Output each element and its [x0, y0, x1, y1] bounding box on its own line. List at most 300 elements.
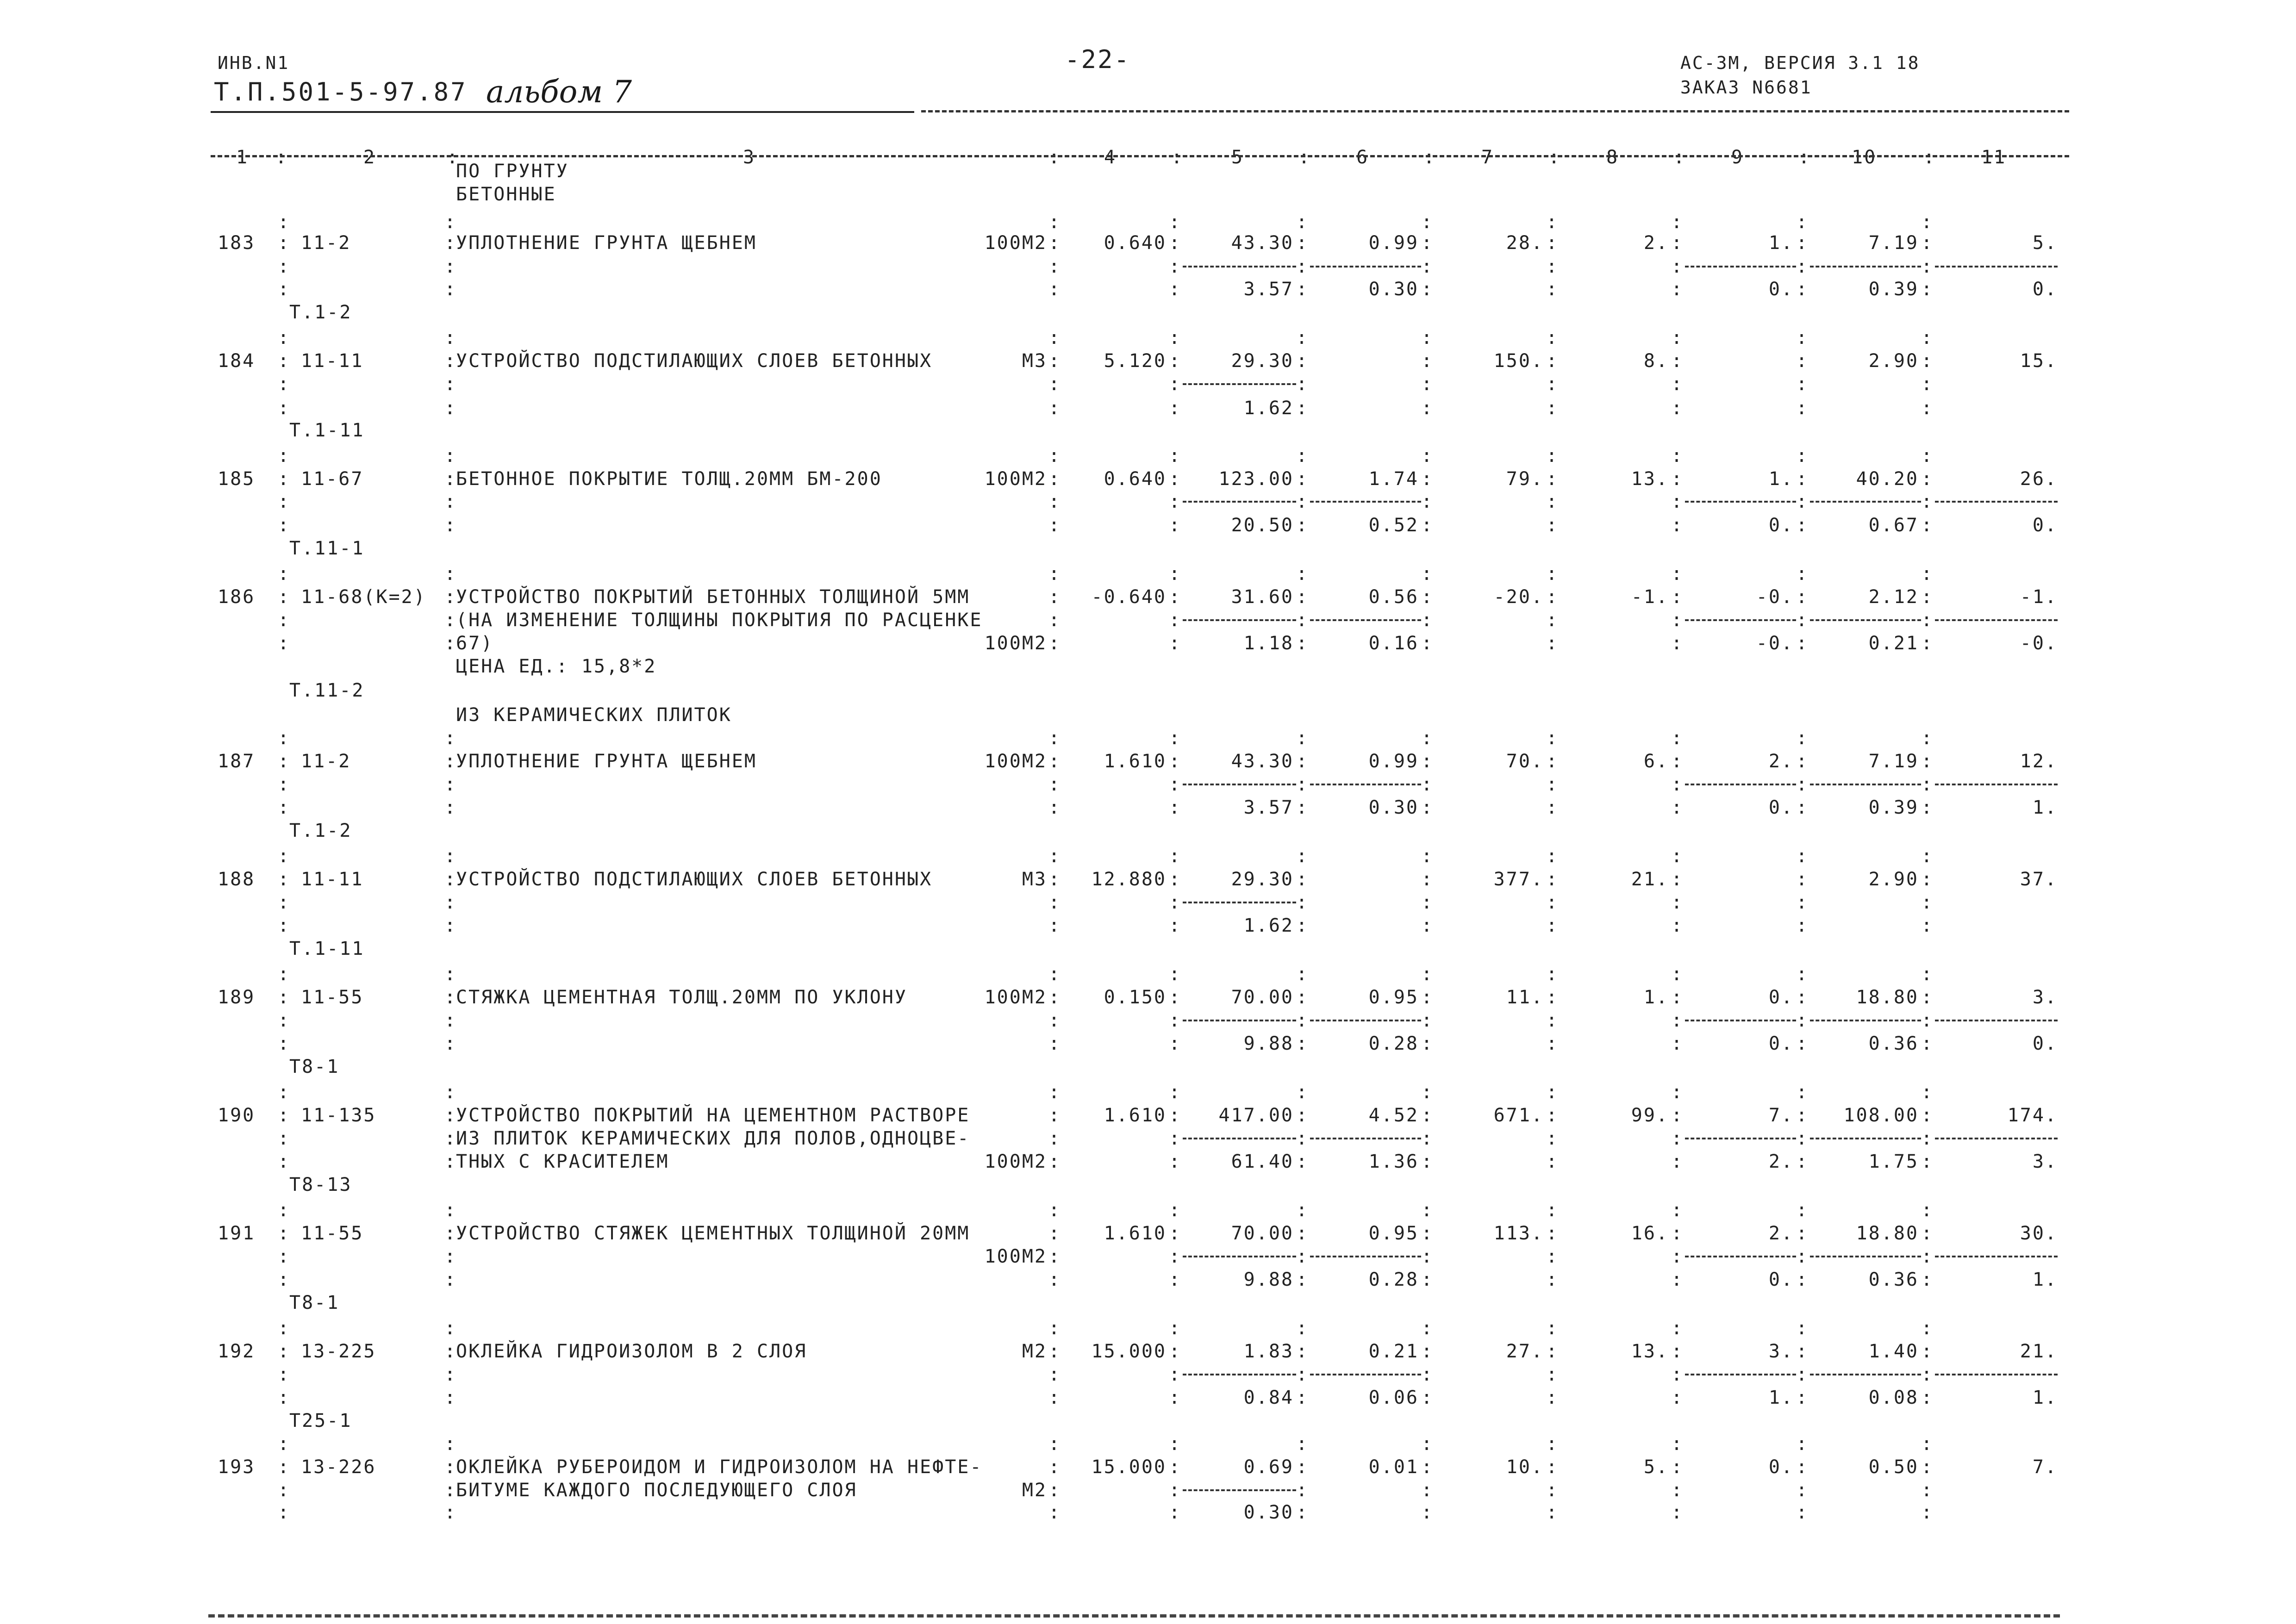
- labor-total: 26.: [2020, 468, 2058, 490]
- column-separator: :: [1671, 1082, 1684, 1103]
- column-separator: :: [1921, 1223, 1934, 1244]
- column-separator: :: [1048, 1105, 1061, 1126]
- column-separator: :: [1796, 1082, 1809, 1103]
- column-separator: :: [1048, 1269, 1061, 1290]
- column-separator: :: [1671, 515, 1684, 536]
- column-separator: :: [1671, 774, 1684, 795]
- column-separator: :: [1796, 1033, 1809, 1054]
- column-separator: :: [444, 212, 457, 233]
- labor-total: 12.: [2020, 751, 2058, 772]
- column-separator: :: [444, 1318, 457, 1339]
- machine-wages-unit: 0.28: [1368, 1033, 1419, 1054]
- column-separator: :: [444, 279, 457, 300]
- column-separator: :: [1796, 1200, 1809, 1221]
- column-separator: :: [1546, 212, 1559, 233]
- column-separator: :: [1796, 256, 1809, 277]
- col-head-11: 11: [1981, 147, 2007, 168]
- column-separator: :: [1421, 1318, 1434, 1339]
- unit: 100М2: [984, 987, 1047, 1008]
- column-separator: :: [444, 563, 457, 585]
- column-separator: :: [1546, 1082, 1559, 1103]
- column-separator: :: [1546, 1223, 1559, 1244]
- column-separator: :: [1796, 586, 1809, 608]
- column-separator: :: [278, 279, 291, 300]
- column-separator: :: [1546, 892, 1559, 913]
- column-separator: :: [1921, 515, 1934, 536]
- column-separator: :: [1169, 1151, 1182, 1172]
- cell-divider: [1810, 266, 1921, 268]
- row-number: 186: [218, 586, 256, 608]
- quantity: 5.120: [1104, 350, 1167, 372]
- column-separator: :: [278, 468, 291, 490]
- cell-divider: [1685, 619, 1796, 621]
- column-separator: :: [1671, 1318, 1684, 1339]
- wages-total: 2.: [1643, 232, 1669, 254]
- column-separator: :: [1921, 869, 1934, 890]
- cell-divider: [1810, 1020, 1921, 1021]
- column-separator: :: [1921, 987, 1934, 1008]
- machine-cost: 0.21: [1368, 1341, 1419, 1362]
- column-separator: :: [1796, 491, 1809, 512]
- column-separator: :: [444, 964, 457, 985]
- cell-divider: [1310, 1374, 1421, 1375]
- column-separator: :: [1921, 1318, 1934, 1339]
- column-separator: :: [1296, 491, 1309, 512]
- column-separator: :: [1169, 1318, 1182, 1339]
- column-separator: :: [278, 1010, 291, 1031]
- total-cost: -20.: [1493, 586, 1544, 608]
- machine-total: 2.: [1768, 1223, 1794, 1244]
- column-separator: :: [1169, 212, 1182, 233]
- column-separator: :: [1421, 327, 1434, 348]
- column-separator: :: [1169, 586, 1182, 608]
- price-code: 11-67: [301, 468, 364, 490]
- col-head-10: 10: [1852, 147, 1877, 168]
- column-separator: :: [278, 774, 291, 795]
- column-separator: :: [1296, 515, 1309, 536]
- cell-divider: [1310, 1138, 1421, 1139]
- column-separator: :: [1671, 327, 1684, 348]
- wages-total: 13.: [1631, 1341, 1669, 1362]
- column-separator: :: [1169, 1105, 1182, 1126]
- machine-wages-total: 0.: [1768, 515, 1794, 536]
- column-separator: :: [1546, 774, 1559, 795]
- column-separator: :: [1421, 1246, 1434, 1267]
- machine-wages-total: 0.: [1768, 279, 1794, 300]
- column-separator: :: [1921, 1269, 1934, 1290]
- column-separator: :: [1546, 327, 1559, 348]
- column-separator: :: [1796, 1433, 1809, 1455]
- column-separator: :: [1421, 846, 1434, 867]
- section-heading: ИЗ КЕРАМИЧЕСКИХ ПЛИТОК: [456, 704, 732, 726]
- labor-unit: 7.19: [1868, 232, 1919, 254]
- cell-divider: [1810, 619, 1921, 621]
- column-separator: :: [278, 1246, 291, 1267]
- column-separator: :: [1296, 1200, 1309, 1221]
- column-separator: :: [1296, 1456, 1309, 1478]
- column-separator: :: [1048, 491, 1061, 512]
- column-separator: :: [1796, 279, 1809, 300]
- column-separator: :: [1671, 728, 1684, 749]
- column-separator: :: [1671, 491, 1684, 512]
- unit: 100М2: [984, 468, 1047, 490]
- column-separator: :: [1921, 1010, 1934, 1031]
- work-description: УСТРОЙСТВО ПОКРЫТИЙ НА ЦЕМЕНТНОМ РАСТВОРЕ: [456, 1105, 970, 1126]
- price-code: 11-55: [301, 987, 364, 1008]
- column-separator: :: [1048, 327, 1061, 348]
- column-separator: :: [1796, 987, 1809, 1008]
- unit-cost: 0.69: [1243, 1456, 1294, 1478]
- column-separator: :: [1048, 1318, 1061, 1339]
- column-separator: :: [444, 797, 457, 818]
- column-separator: :: [1296, 445, 1309, 467]
- column-separator: :: [1796, 1128, 1809, 1149]
- column-separator: :: [1796, 1480, 1809, 1501]
- quantity: 0.640: [1104, 468, 1167, 490]
- cell-divider: [1183, 266, 1296, 268]
- wages-total: 5.: [1643, 1456, 1669, 1478]
- work-description: СТЯЖКА ЦЕМЕНТНАЯ ТОЛЩ.20ММ ПО УКЛОНУ: [456, 987, 907, 1008]
- column-separator: :: [278, 1341, 291, 1362]
- quantity: 0.640: [1104, 232, 1167, 254]
- cell-divider: [1685, 501, 1796, 503]
- column-separator: :: [1048, 1502, 1061, 1523]
- column-separator: :: [1169, 797, 1182, 818]
- column-separator: :: [1796, 1223, 1809, 1244]
- column-separator: :: [1048, 212, 1061, 233]
- column-separator: :: [1546, 515, 1559, 536]
- program-version: АС-3М, ВЕРСИЯ 3.1 18: [1680, 53, 1920, 73]
- wages-unit: 61.40: [1231, 1151, 1294, 1172]
- column-separator: :: [1546, 869, 1559, 890]
- machine-wages-unit: 0.30: [1368, 797, 1419, 818]
- column-separator: :: [1048, 728, 1061, 749]
- quantity: 1.610: [1104, 1105, 1167, 1126]
- column-separator: :: [1921, 1105, 1934, 1126]
- column-separator: :: [1048, 869, 1061, 890]
- cell-divider: [1310, 1256, 1421, 1257]
- cell-divider: [1685, 266, 1796, 268]
- column-separator: :: [278, 256, 291, 277]
- cell-divider: [1183, 1020, 1296, 1021]
- total-cost: 79.: [1506, 468, 1544, 490]
- wages-total: 21.: [1631, 869, 1669, 890]
- column-separator: :: [1296, 1010, 1309, 1031]
- column-separator: :: [1671, 1387, 1684, 1408]
- column-separator: :: [1796, 797, 1809, 818]
- column-separator: :: [278, 1433, 291, 1455]
- price-code: 11-2: [301, 232, 351, 254]
- column-separator: :: [1048, 373, 1061, 395]
- column-separator: :: [1796, 1105, 1809, 1126]
- column-separator: :: [1671, 398, 1684, 419]
- work-description: УСТРОЙСТВО СТЯЖЕК ЦЕМЕНТНЫХ ТОЛЩИНОЙ 20ММ: [456, 1223, 970, 1244]
- column-separator: :: [1671, 256, 1684, 277]
- row-number: 183: [218, 232, 256, 254]
- column-separator: :: [444, 1269, 457, 1290]
- column-separator: :: [278, 1200, 291, 1221]
- work-description: БЕТОННОЕ ПОКРЫТИЕ ТОЛЩ.20ММ БМ-200: [456, 468, 882, 490]
- column-separator: :: [1421, 964, 1434, 985]
- machine-cost: 0.95: [1368, 987, 1419, 1008]
- column-separator: :: [1921, 373, 1934, 395]
- column-separator: :: [1546, 256, 1559, 277]
- column-separator: :: [444, 468, 457, 490]
- column-separator: :: [1421, 1387, 1434, 1408]
- labor-machine-total: 0.: [2032, 279, 2058, 300]
- row-number: 193: [218, 1456, 256, 1478]
- cell-divider: [1935, 1138, 2058, 1139]
- column-separator: :: [1796, 774, 1809, 795]
- column-separator: :: [1796, 232, 1809, 254]
- column-separator: :: [444, 232, 457, 254]
- column-separator: :: [1169, 279, 1182, 300]
- column-separator: :: [1048, 1387, 1061, 1408]
- column-separator: :: [1921, 256, 1934, 277]
- column-separator: :: [1296, 987, 1309, 1008]
- column-separator: :: [1546, 797, 1559, 818]
- labor-machine-unit: 0.39: [1868, 797, 1919, 818]
- row-number: 189: [218, 987, 256, 1008]
- labor-unit: 1.40: [1868, 1341, 1919, 1362]
- column-separator: :: [278, 1364, 291, 1385]
- machine-cost: 0.99: [1368, 232, 1419, 254]
- column-separator: :: [1421, 751, 1434, 772]
- column-separator: :: [1169, 633, 1182, 654]
- column-separator: :: [444, 1128, 457, 1149]
- column-separator: :: [1421, 373, 1434, 395]
- wages-total: 99.: [1631, 1105, 1669, 1126]
- labor-machine-unit: 0.36: [1868, 1269, 1919, 1290]
- column-separator: :: [1421, 1151, 1434, 1172]
- order-number: ЗАКАЗ N6681: [1680, 77, 1812, 98]
- column-separator: :: [1671, 350, 1684, 372]
- column-separator: :: [1296, 327, 1309, 348]
- column-separator: :: [1048, 610, 1061, 631]
- header-bottom-rule: [211, 155, 2069, 157]
- column-separator: :: [1048, 1364, 1061, 1385]
- column-separator: :: [278, 1105, 291, 1126]
- column-separator: :: [1048, 987, 1061, 1008]
- col-head-7: 7: [1481, 147, 1494, 168]
- column-separator: :: [1671, 1200, 1684, 1221]
- wages-unit: 1.62: [1243, 398, 1294, 419]
- column-separator: :: [444, 491, 457, 512]
- column-separator: :: [1048, 279, 1061, 300]
- column-separator: :: [1169, 846, 1182, 867]
- labor-machine-total: 1.: [2032, 797, 2058, 818]
- labor-machine-unit: 0.67: [1868, 515, 1919, 536]
- unit: М2: [1022, 1480, 1047, 1501]
- wages-total: -1.: [1631, 586, 1669, 608]
- project-underline: [211, 111, 914, 113]
- quantity: 0.150: [1104, 987, 1167, 1008]
- column-separator: :: [1546, 751, 1559, 772]
- price-code: 13-226: [301, 1456, 376, 1478]
- column-separator: :: [444, 774, 457, 795]
- column-separator: :: [1296, 1387, 1309, 1408]
- column-separator: :: [1169, 1010, 1182, 1031]
- wages-unit: 0.30: [1243, 1502, 1294, 1523]
- column-separator: :: [1546, 1010, 1559, 1031]
- norm-reference: Т.1-11: [289, 938, 365, 959]
- column-separator: :: [1671, 1502, 1684, 1523]
- cell-divider: [1810, 1374, 1921, 1375]
- column-separator: :: [1921, 1456, 1934, 1478]
- price-code: 11-135: [301, 1105, 376, 1126]
- column-separator: :: [1671, 373, 1684, 395]
- unit: 100М2: [984, 1246, 1047, 1267]
- column-separator: :: [1921, 633, 1934, 654]
- column-separator: :: [1921, 279, 1934, 300]
- column-separator: :: [1796, 1318, 1809, 1339]
- wages-total: 6.: [1643, 751, 1669, 772]
- column-separator: :: [1048, 1223, 1061, 1244]
- column-separator: :: [278, 964, 291, 985]
- column-separator: :: [278, 915, 291, 936]
- column-separator: :: [1546, 610, 1559, 631]
- column-separator: :: [444, 1387, 457, 1408]
- work-description-cont: ИЗ ПЛИТОК КЕРАМИЧЕСКИХ ДЛЯ ПОЛОВ,ОДНОЦВЕ-: [456, 1128, 970, 1149]
- section-heading: ЦЕНА ЕД.: 15,8*2: [456, 656, 657, 677]
- column-separator: :: [1421, 869, 1434, 890]
- cell-divider: [1935, 784, 2058, 785]
- column-separator: :: [444, 987, 457, 1008]
- quantity: 12.880: [1091, 869, 1167, 890]
- column-separator: :: [278, 586, 291, 608]
- work-description: УСТРОЙСТВО ПОДСТИЛАЮЩИХ СЛОЕВ БЕТОННЫХ: [456, 869, 933, 890]
- column-separator: :: [444, 350, 457, 372]
- column-separator: :: [444, 915, 457, 936]
- cell-divider: [1310, 784, 1421, 785]
- column-separator: :: [1421, 256, 1434, 277]
- column-separator: :: [1169, 563, 1182, 585]
- column-separator: :: [1296, 1128, 1309, 1149]
- labor-machine-total: 3.: [2032, 1151, 2058, 1172]
- wages-total: 16.: [1631, 1223, 1669, 1244]
- work-description: УПЛОТНЕНИЕ ГРУНТА ЩЕБНЕМ: [456, 232, 757, 254]
- unit-cost: 123.00: [1218, 468, 1294, 490]
- column-separator: :: [1671, 846, 1684, 867]
- column-separator: :: [1169, 350, 1182, 372]
- column-separator: :: [1048, 350, 1061, 372]
- norm-reference: Т8-1: [289, 1056, 340, 1077]
- column-separator: :: [444, 633, 457, 654]
- column-separator: :: [444, 1246, 457, 1267]
- section-heading: ПО ГРУНТУ: [456, 161, 569, 182]
- column-separator: :: [1048, 751, 1061, 772]
- machine-total: 2.: [1768, 751, 1794, 772]
- column-separator: :: [1921, 1341, 1934, 1362]
- column-separator: :: [1921, 728, 1934, 749]
- column-separator: :: [1048, 515, 1061, 536]
- column-separator: :: [1048, 468, 1061, 490]
- cell-divider: [1183, 1138, 1296, 1139]
- labor-total: 37.: [2020, 869, 2058, 890]
- column-separator: :: [1546, 491, 1559, 512]
- column-separator: :: [1921, 892, 1934, 913]
- column-separator: :: [1169, 1456, 1182, 1478]
- norm-reference: Т8-1: [289, 1292, 340, 1313]
- column-separator: :: [278, 892, 291, 913]
- labor-machine-unit: 0.39: [1868, 279, 1919, 300]
- column-separator: :: [1296, 1082, 1309, 1103]
- column-separator: :: [1546, 1033, 1559, 1054]
- price-code: 11-2: [301, 751, 351, 772]
- column-separator: :: [1546, 1128, 1559, 1149]
- column-separator: :: [1546, 350, 1559, 372]
- column-separator: :: [1169, 728, 1182, 749]
- column-separator: :: [1671, 279, 1684, 300]
- column-separator: :: [1421, 987, 1434, 1008]
- column-separator: :: [1671, 1010, 1684, 1031]
- column-separator: :: [1921, 327, 1934, 348]
- col-head-8: 8: [1606, 147, 1619, 168]
- column-separator: :: [278, 445, 291, 467]
- column-separator: :: [1921, 774, 1934, 795]
- unit-cost: 29.30: [1231, 350, 1294, 372]
- column-separator: :: [278, 1128, 291, 1149]
- column-separator: :: [1671, 1341, 1684, 1362]
- column-separator: :: [1296, 633, 1309, 654]
- cell-divider: [1183, 501, 1296, 503]
- column-separator: :: [1048, 633, 1061, 654]
- column-separator: :: [444, 1456, 457, 1478]
- column-separator: :: [1169, 468, 1182, 490]
- column-separator: :: [1048, 1200, 1061, 1221]
- labor-unit: 2.12: [1868, 586, 1919, 608]
- column-separator: :: [1546, 1105, 1559, 1126]
- column-separator: :: [444, 1433, 457, 1455]
- wages-total: 13.: [1631, 468, 1669, 490]
- column-separator: :: [444, 1223, 457, 1244]
- column-separator: :: [278, 350, 291, 372]
- column-separator: :: [1048, 1433, 1061, 1455]
- wages-total: 1.: [1643, 987, 1669, 1008]
- column-separator: :: [1546, 1387, 1559, 1408]
- column-separator: :: [1796, 1246, 1809, 1267]
- machine-total: -0.: [1756, 586, 1794, 608]
- unit-cost: 31.60: [1231, 586, 1294, 608]
- column-separator: :: [1921, 563, 1934, 585]
- machine-cost: 0.99: [1368, 751, 1419, 772]
- column-separator: :: [1421, 797, 1434, 818]
- column-separator: :: [1796, 751, 1809, 772]
- column-separator: :: [1296, 350, 1309, 372]
- labor-machine-total: 1.: [2032, 1269, 2058, 1290]
- column-separator: :: [1546, 1318, 1559, 1339]
- column-separator: :: [1546, 279, 1559, 300]
- column-separator: :: [1421, 1269, 1434, 1290]
- machine-wages-unit: 0.52: [1368, 515, 1419, 536]
- wages-unit: 9.88: [1243, 1033, 1294, 1054]
- labor-machine-total: 1.: [2032, 1387, 2058, 1408]
- column-separator: :: [1169, 1341, 1182, 1362]
- column-separator: :: [444, 1151, 457, 1172]
- column-separator: :: [278, 1082, 291, 1103]
- labor-machine-total: -0.: [2020, 633, 2058, 654]
- unit-cost: 70.00: [1231, 987, 1294, 1008]
- machine-cost: 1.74: [1368, 468, 1419, 490]
- row-number: 190: [218, 1105, 256, 1126]
- column-separator: :: [278, 327, 291, 348]
- column-separator: :: [278, 563, 291, 585]
- column-separator: :: [1421, 232, 1434, 254]
- column-separator: :: [1169, 1387, 1182, 1408]
- cell-divider: [1183, 1256, 1296, 1257]
- column-separator: :: [1421, 1456, 1434, 1478]
- column-separator: :: [1169, 232, 1182, 254]
